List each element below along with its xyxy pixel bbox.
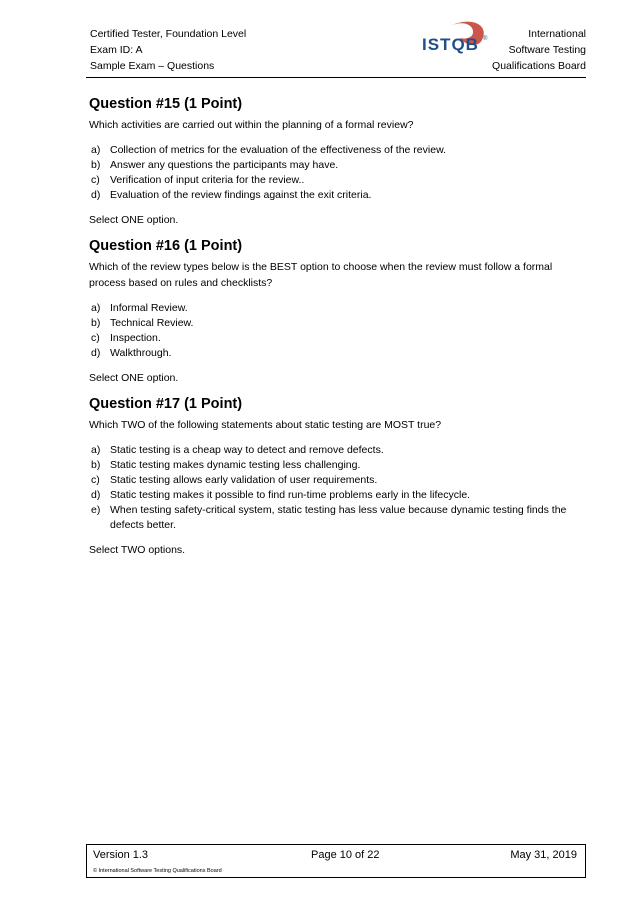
option-key: b) [91, 159, 101, 171]
option-key: c) [91, 332, 100, 344]
option-key: c) [91, 474, 100, 486]
option-item [89, 188, 577, 203]
footer-copyright: © International Software Testing Qualifications Board [93, 868, 222, 874]
option-text: When testing safety-critical system, static testing has less value because dynamic testing finds the defects better. [110, 504, 567, 531]
option-key: c) [91, 174, 100, 186]
question-stem: Which TWO of the following statements about static testing are MOST true? [89, 419, 442, 431]
option-item [89, 143, 577, 158]
option-item [89, 473, 577, 488]
option-text: Static testing is a cheap way to detect and remove defects. [110, 444, 384, 456]
option-list [89, 143, 577, 203]
option-item [89, 316, 577, 331]
option-item [89, 158, 577, 173]
option-key: b) [91, 317, 101, 329]
select-instruction: Select TWO options. [89, 544, 186, 556]
option-text: Static testing makes it possible to find run-time problems early in the lifecycle. [110, 489, 471, 501]
option-text: Technical Review. [110, 317, 194, 329]
header-sample-line: Sample Exam – Questions [90, 60, 215, 72]
option-text: Static testing makes dynamic testing less challenging. [110, 459, 361, 471]
footer-date: May 31, 2019 [510, 849, 577, 861]
istqb-logo [420, 16, 492, 72]
header-exam-id-line: Exam ID: A [90, 44, 143, 56]
option-text: Static testing allows early validation of user requirements. [110, 474, 378, 486]
question-title: Question #16 (1 Point) [89, 238, 243, 254]
option-item [89, 503, 577, 533]
option-item [89, 443, 577, 458]
page-footer [86, 844, 586, 878]
option-item [89, 458, 577, 473]
option-item [89, 488, 577, 503]
footer-page-number: Page 10 of 22 [311, 849, 380, 861]
option-list [89, 301, 577, 361]
option-key: b) [91, 459, 101, 471]
option-item [89, 301, 577, 316]
header-divider [86, 77, 586, 78]
option-text: Informal Review. [110, 302, 188, 314]
option-key: e) [91, 504, 101, 516]
option-text: Inspection. [110, 332, 161, 344]
option-text: Walkthrough. [110, 347, 172, 359]
svg-text:ISTQB: ISTQB [422, 35, 479, 54]
questions-content [89, 95, 577, 567]
option-item [89, 346, 577, 361]
svg-text:®: ® [483, 36, 488, 42]
option-text: Collection of metrics for the evaluation of the effectiveness of the review. [110, 144, 446, 156]
header-right [492, 26, 586, 74]
option-key: a) [91, 144, 101, 156]
select-instruction: Select ONE option. [89, 214, 179, 226]
option-key: d) [91, 189, 101, 201]
question-stem: Which activities are carried out within the planning of a formal review? [89, 119, 414, 131]
option-item [89, 173, 577, 188]
question-17 [89, 395, 577, 558]
header-org-line-3: Qualifications Board [492, 60, 586, 72]
question-stem: Which of the review types below is the BEST option to choose when the review must follow a formal process based on rules and checklists? [89, 261, 553, 289]
option-item [89, 331, 577, 346]
header-org-line-1: International [528, 28, 586, 40]
footer-version: Version 1.3 [93, 849, 149, 861]
question-title: Question #17 (1 Point) [89, 396, 243, 412]
option-text: Verification of input criteria for the review.. [110, 174, 305, 186]
option-text: Evaluation of the review findings against the exit criteria. [110, 189, 372, 201]
option-key: d) [91, 347, 101, 359]
question-title: Question #15 (1 Point) [89, 96, 243, 112]
header-org-line-2: Software Testing [508, 44, 586, 56]
select-instruction: Select ONE option. [89, 372, 179, 384]
option-key: a) [91, 444, 101, 456]
header-left [90, 26, 246, 74]
option-list [89, 443, 577, 533]
question-15 [89, 95, 577, 228]
option-text: Answer any questions the participants may have. [110, 159, 339, 171]
option-key: d) [91, 489, 101, 501]
header-cert-line: Certified Tester, Foundation Level [90, 28, 247, 40]
question-16 [89, 237, 577, 386]
option-key: a) [91, 302, 101, 314]
